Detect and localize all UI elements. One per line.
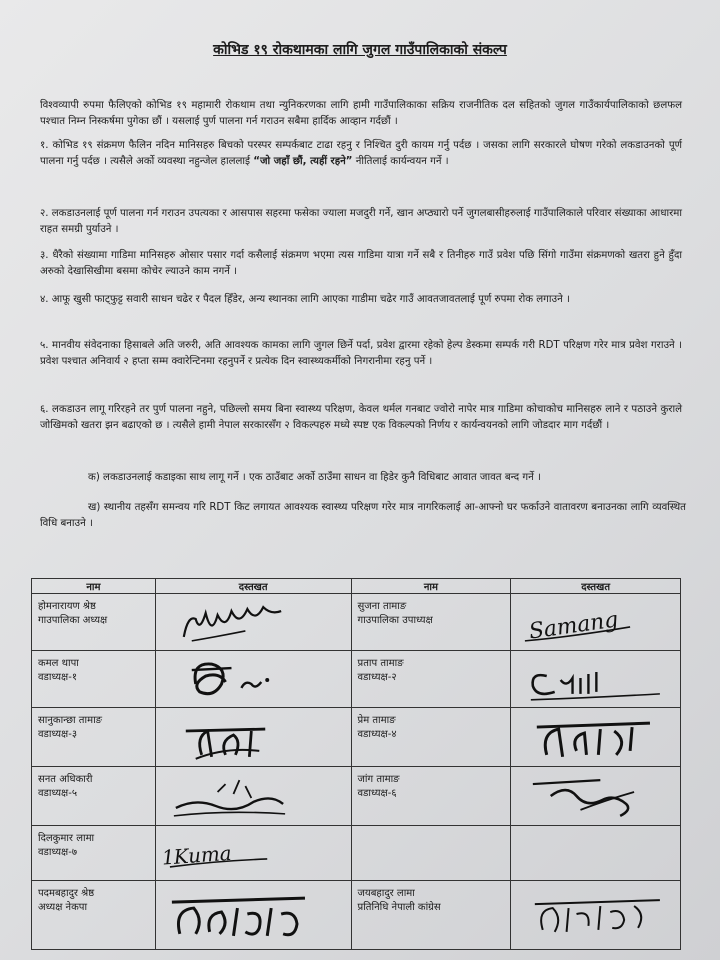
- signatory-role: गाउपालिका अध्यक्ष: [38, 615, 108, 626]
- signature-text: Kuma: [172, 841, 233, 869]
- handwritten-signature: [156, 597, 351, 647]
- point-1-text: १. कोभिड १९ संक्रमण फैलिन नदिन मानिसहरु बिचको परस्पर सम्पर्कबाट टाढा रहनु र निश्चित दुरी कायम गर्नु पर्दछ । जसका लागि सरकारले घोषण गरेको लकडाउनको पूर्ण पालना गर्नु पर्दछ । त्यसैले अर्को व्यवस्था नहुन्जेल हाललाई: [40, 140, 682, 167]
- signature-cell: [155, 767, 351, 826]
- signatory-name: सानुकान्छा तामाङ: [38, 715, 103, 726]
- table-row: [32, 651, 681, 708]
- signatory-role: गाउपालिका उपाध्यक्ष: [357, 615, 433, 626]
- name-cell: [32, 826, 156, 881]
- signatory-role: वडाध्यक्ष-५: [38, 788, 78, 799]
- signature-cell: [511, 651, 681, 708]
- intro-paragraph: विश्वव्यापी रुपमा फैलिएको कोभिड १९ महामारी रोकथाम तथा न्युनिकरणका लागि हामी गाउँपालिकाका सक्रिय राजनीतिक दल सहितको जुगल गाउँकार्यपालिकाको छलफल पश्चात निम्न निस्कर्षमा पुगेका छौं । यसलाई पुर्ण पालना गर्न गराउन सबैमा हार्दिक आव्हान गर्दछौं ।: [40, 100, 682, 127]
- signatory-role: वडाध्यक्ष-२: [357, 672, 397, 683]
- option-ka: क) लकडाउनलाई कडाइका साथ लागू गर्ने । एक ठाउँबाट अर्को ठाउँमा साधन वा हिडेर कुनै विधिबाट आवात जावत बन्द गर्ने ।: [88, 472, 541, 483]
- signatory-role: वडाध्यक्ष-६: [357, 788, 397, 799]
- handwritten-signature: [511, 884, 680, 946]
- table-row: [32, 826, 681, 881]
- signature-cell: [511, 881, 681, 950]
- table-row: [32, 708, 681, 767]
- point-2: २. लकडाउनलाई पूर्ण पालना गर्न गराउन उपत्यका र आसपास सहरमा फसेका ज्याला मजदुरी गर्ने, खान अप्ठ्यारो पर्ने जुगलबासीहरुलाई गाउँपालिकाले परिवार संख्याका आधारमा राहत समग्री पुर्याउने ।: [40, 208, 682, 235]
- signatory-role: प्रतिनिधि नेपाली कांग्रेस: [357, 902, 441, 913]
- signatory-name: सनत अधिकारी: [38, 774, 93, 785]
- signatory-role: अध्यक्ष नेकपा: [38, 902, 88, 913]
- handwritten-signature: [511, 654, 680, 704]
- signatory-name: जयबहादुर लामा: [357, 888, 415, 899]
- header-name-1: नाम: [32, 579, 156, 594]
- signatory-name: दिलकुमार लामा: [38, 833, 95, 844]
- signatory-name: होमनारायण श्रेष्ठ: [38, 601, 96, 612]
- name-cell: [32, 594, 156, 651]
- name-cell: [351, 708, 511, 767]
- signature-cell: [155, 826, 351, 881]
- svg-text:1: 1: [160, 845, 176, 870]
- point-5: ५. मानवीय संवेदनाका हिसाबले अति जरुरी, अति आवश्यक कामका लागि जुगल छिर्ने पर्दा, प्रवेश द्वारमा रहेको हेल्प डेस्कमा सम्पर्क गरी RDT परिक्षण गरेर मात्र प्रवेश गराउने । प्रवेश पश्चात अनिवार्य २ हप्ता सम्म क्वारेन्टिनमा रहनुपर्ने र प्रत्येक दिन स्वास्थ्यकर्मीको निगरानीमा रहनु पर्ने ।: [40, 340, 682, 367]
- name-cell: [351, 881, 511, 950]
- name-cell: [351, 594, 511, 651]
- signatory-name: प्रताप तामाङ: [357, 658, 404, 669]
- signature-cell: [155, 881, 351, 950]
- signatory-name: कमल थापा: [38, 658, 79, 669]
- signature-cell: [155, 594, 351, 651]
- name-cell: [32, 767, 156, 826]
- header-signature-1: दस्तखत: [155, 579, 351, 594]
- svg-text:Samang: Samang: [527, 607, 621, 645]
- table-row: [32, 767, 681, 826]
- name-cell: [32, 651, 156, 708]
- point-1-text-end: नीतिलाई कार्यन्वयन गर्ने ।: [352, 156, 449, 167]
- name-cell: [32, 881, 156, 950]
- handwritten-signature: [156, 711, 351, 763]
- handwritten-signature: [156, 770, 351, 822]
- handwritten-signature: [511, 597, 680, 647]
- header-signature-2: दस्तखत: [511, 579, 681, 594]
- name-cell: [32, 708, 156, 767]
- name-cell: [351, 826, 511, 881]
- signature-cell: [511, 767, 681, 826]
- handwritten-signature: [511, 770, 680, 822]
- signatory-name: प्रेम तामाङ: [357, 715, 396, 726]
- document-title: कोभिड १९ रोकथामका लागि जुगल गाउँपालिकाको संकल्प: [213, 42, 507, 58]
- point-6: ६. लकडाउन लागू गरिरहने तर पुर्ण पालना नहुने, पछिल्लो समय बिना स्वास्थ्य परिक्षण, केवल थर्मल गनबाट ज्वोरो नापेर मात्र गाडिमा कोचाकोच मानिसहरु लाने र पठाउने कुराले जोखिमको खतरा झन बढाएको छ । त्यसैले हामी नेपाल सरकारसँग २ विकल्पहरु मध्ये स्पष्ट एक विकल्पको निर्णय र कार्यन्वयनको लागि जोडदार माग गर्दछौं ।: [40, 404, 682, 431]
- signatory-name: जांग तामाङ: [357, 774, 400, 785]
- signature-table-header: [32, 579, 681, 594]
- option-kha: ख) स्थानीय तहसँग समन्वय गरि RDT किट लगायत आवश्यक स्वास्थ्य परिक्षण गरेर मात्र नागरिकलाई आ-आफ्नो घर फर्काउने वातावरण बनाउनका लागि व्यवस्थित विधि बनाउने ।: [40, 502, 686, 529]
- signature-cell: [155, 708, 351, 767]
- signature-cell: [511, 708, 681, 767]
- signature-table: [31, 578, 681, 950]
- signatory-role: वडाध्यक्ष-१: [38, 672, 78, 683]
- name-cell: [351, 651, 511, 708]
- signatory-role: वडाध्यक्ष-३: [38, 729, 78, 740]
- table-row: [32, 881, 681, 950]
- handwritten-signature: [511, 711, 680, 763]
- signatory-name: सुजना तामाङ: [357, 601, 407, 612]
- signature-cell: [511, 594, 681, 651]
- header-name-2: नाम: [351, 579, 511, 594]
- name-cell: [351, 767, 511, 826]
- handwritten-signature: [156, 654, 351, 704]
- table-row: [32, 594, 681, 651]
- signatory-role: वडाध्यक्ष-४: [357, 729, 397, 740]
- handwritten-signature: [156, 884, 351, 946]
- point-1: [40, 138, 682, 170]
- point-1-emphasis: “जो जहाँ छौं, त्यहीं रहने”: [253, 156, 353, 167]
- point-4: ४. आफू खुसी फाट्फुट्ट सवारी साधन चढेर र पैदल हिँडेर, अन्य स्थानका लागि आएका गाडीमा चढेर गाउँ आवतजावतलाई पूर्ण रुपमा रोक लगाउने ।: [40, 294, 570, 305]
- signature-cell: [155, 651, 351, 708]
- point-3: ३. धैरैको संख्यामा गाडिमा मानिसहरु ओसार पसार गर्दा कसैलाई संक्रमण भएमा त्यस गाडिमा यात्रा गर्ने सबै र तिनीहरु गाउँ प्रवेश पछि सिंगो गाउँमा संक्रमणको खतरा हुने हुँदा अरुको देखासिखीमा बसमा कोचेर ल्याउने काम नगर्ने ।: [40, 250, 682, 277]
- signatory-name: पदमबहादुर श्रेष्ठ: [38, 888, 95, 899]
- signatory-role: वडाध्यक्ष-७: [38, 847, 78, 858]
- handwritten-signature: [156, 829, 351, 877]
- signature-cell: [511, 826, 681, 881]
